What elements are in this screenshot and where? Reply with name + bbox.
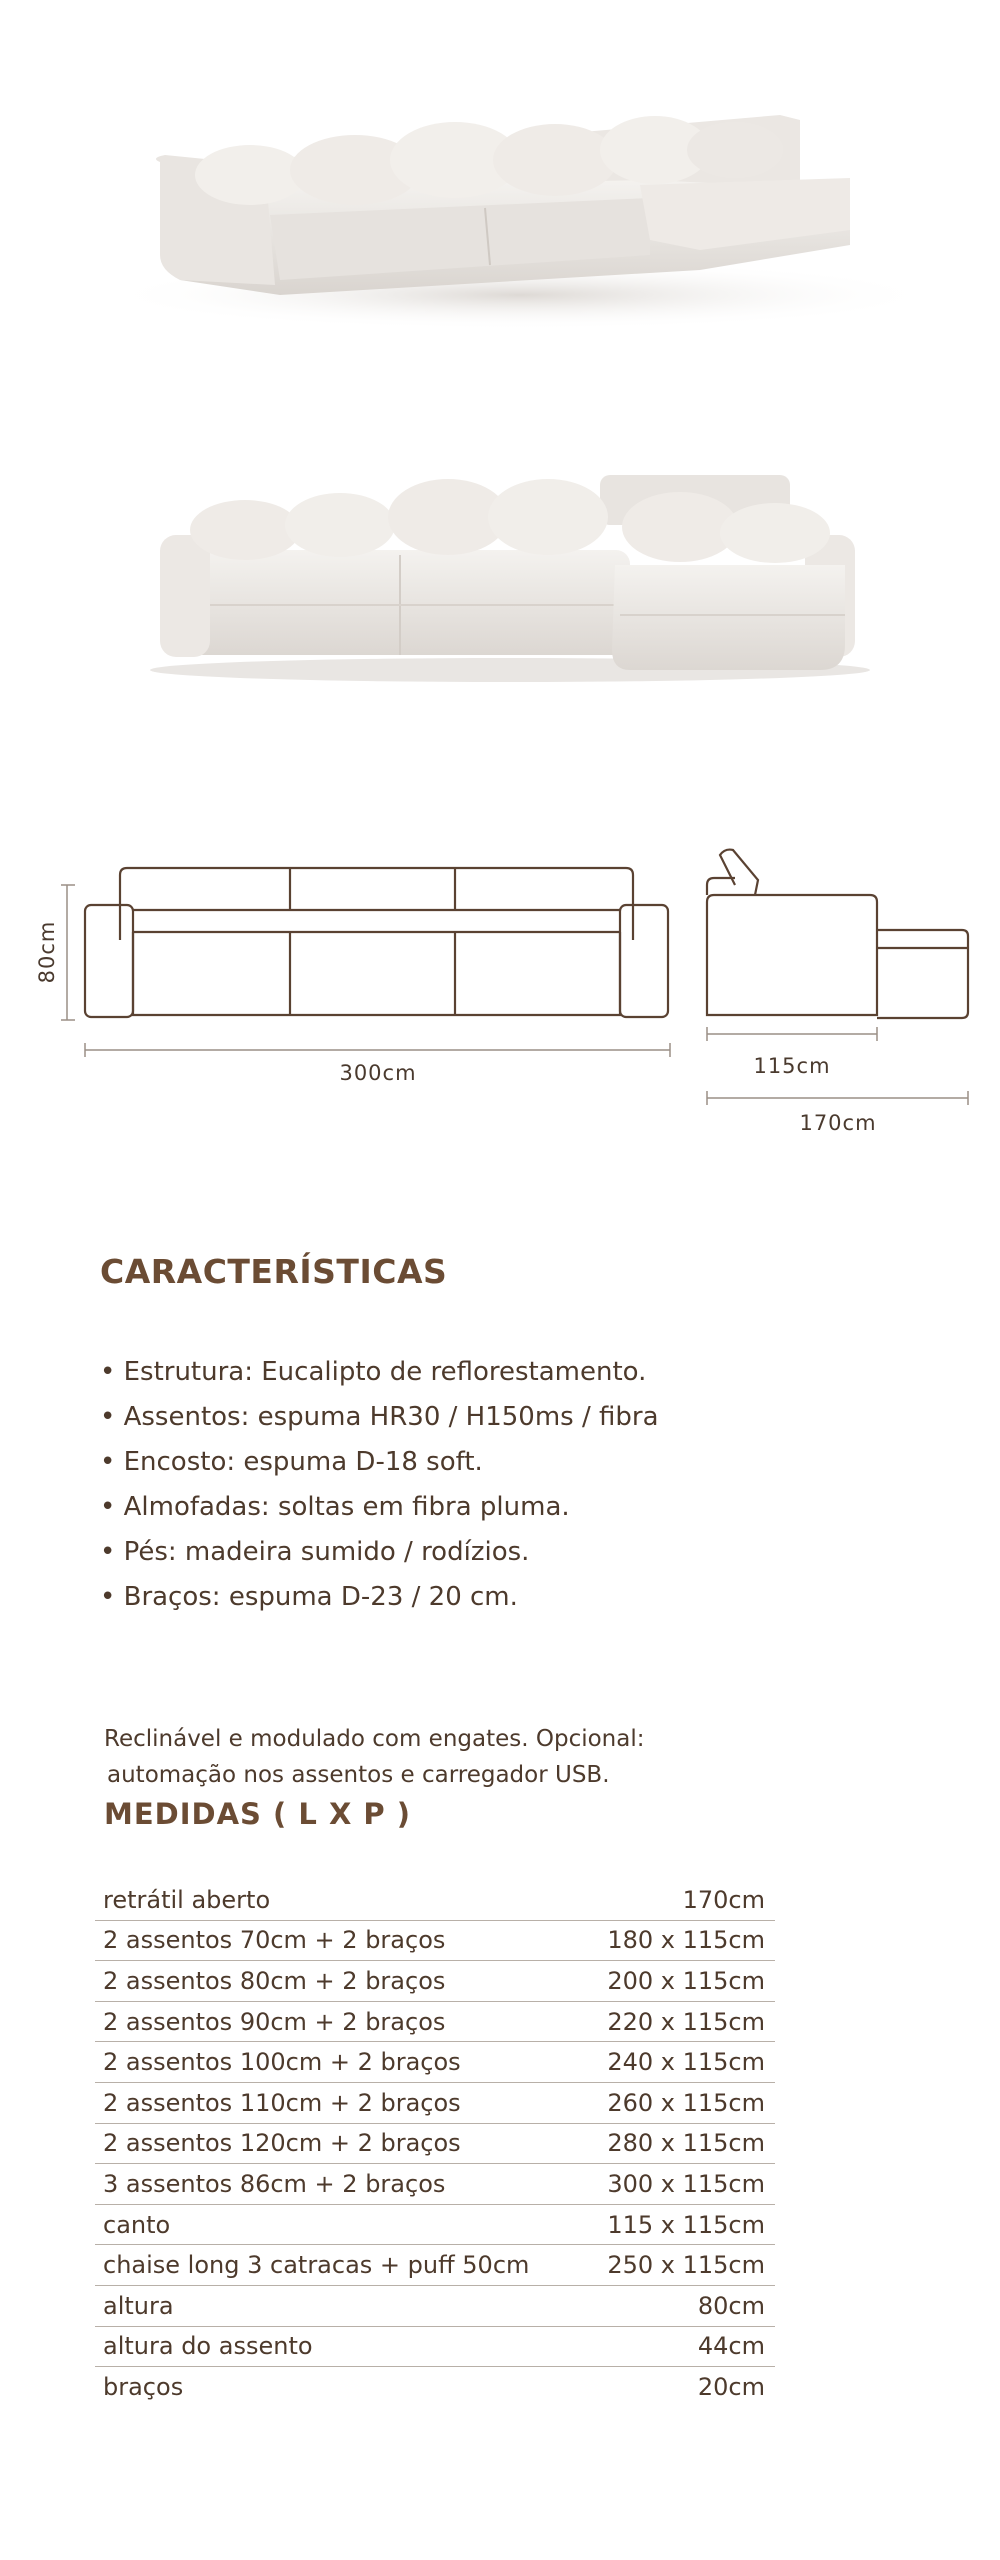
measure-value: 180 x 115cm [582,1920,775,1961]
measure-label: chaise long 3 catracas + puff 50cm [95,2245,582,2286]
measure-value: 260 x 115cm [582,2082,775,2123]
feature-item: • Almofadas: soltas em fibra pluma. [100,1492,570,1522]
measure-label: altura [95,2285,582,2326]
sofa-photo-front [0,455,1000,715]
feature-item: • Estrutura: Eucalipto de reflorestamento. [100,1357,647,1387]
table-row [95,2204,775,2245]
table-row [95,2245,775,2286]
measure-label: 2 assentos 120cm + 2 braços [95,2123,582,2164]
depth-label: 115cm [753,1054,831,1078]
measure-value: 300 x 115cm [582,2164,775,2205]
measure-value: 240 x 115cm [582,2042,775,2083]
table-row [95,2123,775,2164]
feature-item: • Braços: espuma D-23 / 20 cm. [100,1582,518,1612]
sofa-front-outline [85,868,668,1017]
width-label: 300cm [339,1061,417,1085]
measure-label: 3 assentos 86cm + 2 braços [95,2164,582,2205]
table-row [95,1920,775,1961]
measure-label: 2 assentos 100cm + 2 braços [95,2042,582,2083]
measure-label: 2 assentos 70cm + 2 braços [95,1920,582,1961]
measure-label: retrátil aberto [95,1880,582,1920]
measure-label: 2 assentos 90cm + 2 braços [95,2001,582,2042]
feature-item: • Assentos: espuma HR30 / H150ms / fibra [100,1402,659,1432]
feature-item: • Pés: madeira sumido / rodízios. [100,1537,530,1567]
measure-value: 20cm [697,2372,765,2401]
measure-label: canto [95,2204,582,2245]
measure-label: 2 assentos 110cm + 2 braços [95,2082,582,2123]
measure-label: 2 assentos 80cm + 2 braços [95,1961,582,2002]
feature-item: • Encosto: espuma D-18 soft. [100,1447,483,1477]
note-line: automação nos assentos e carregador USB. [107,1762,610,1788]
measure-value: 200 x 115cm [582,1961,775,2002]
width-dimension-line [85,1043,670,1057]
open-depth-dimension-line [707,1091,968,1105]
product-note [104,1721,804,1793]
height-dimension-line [61,885,75,1020]
measure-value: 44cm [582,2326,775,2367]
table-row [95,1961,775,2002]
table-row [95,2367,775,2407]
sofa-dimension-drawing [0,840,1000,1140]
measure-value: 115 x 115cm [582,2204,775,2245]
table-row [95,2042,775,2083]
open-depth-label: 170cm [799,1111,877,1135]
features-title: CARACTERÍSTICAS [100,1252,448,1291]
note-line: Reclinável e modulado com engates. Opcional: [104,1726,645,1752]
measure-value: 80cm [582,2285,775,2326]
sofa-side-outline [707,850,968,1018]
height-label: 80cm [35,920,59,984]
depth-dimension-line [707,1027,877,1041]
features-list [100,1350,680,1620]
table-row [95,2001,775,2042]
table-row [95,1880,775,1920]
table-row [95,2285,775,2326]
measures-table [95,1880,775,2407]
measure-value: 250 x 115cm [582,2245,775,2286]
measure-value: 220 x 115cm [582,2001,775,2042]
table-row [95,2082,775,2123]
table-row [95,2164,775,2205]
measure-label: altura do assento [95,2326,582,2367]
measure-value: 280 x 115cm [582,2123,775,2164]
measure-label: braços [103,2372,184,2401]
table-row [95,2326,775,2367]
sofa-photo-angled [0,70,1000,370]
measures-title: MEDIDAS ( L X P ) [104,1797,412,1831]
measure-value: 170cm [582,1880,775,1920]
